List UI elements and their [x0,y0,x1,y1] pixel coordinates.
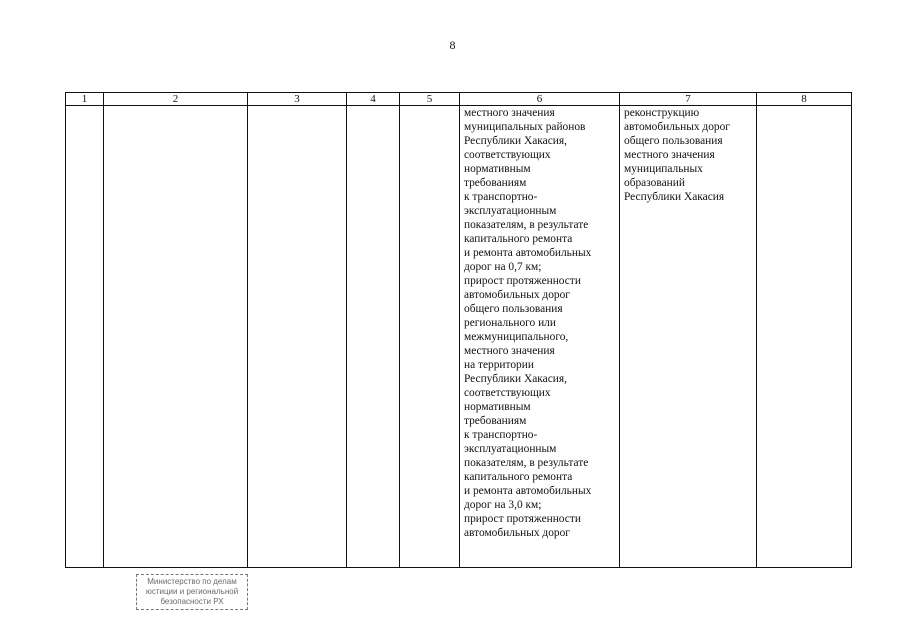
column-header-8: 8 [757,93,852,106]
cell-text-results: местного значения муниципальных районов Республики Хакасия, соответствующих нормативным требованиям к транспортно- эксплуатационным показателям, в результате капитального ремонта и ремонта автомобильных дорог на 0,7 км; прирост протяженности автомобильных дорог общего пользования регионального или межмуниципального, местного значения на территории Республики Хакасия, соответствующих нормативным требованиям к транспортно- эксплуатационным показателям, в результате капитального ремонта и ремонта автомобильных дорог на 3,0 км; прирост протяженности автомобильных дорог [464,107,592,539]
column-header-4: 4 [347,93,400,106]
table-row [66,106,852,568]
column-header-5: 5 [400,93,460,106]
column-header-3: 3 [248,93,347,106]
table-header-row [66,93,852,106]
page-number: 8 [449,38,456,52]
column-header-6: 6 [460,93,620,106]
table-cell-col2 [104,106,248,568]
registration-stamp [136,574,248,610]
stamp-line: юстиции и региональной [145,587,239,596]
stamp-line: Министерство по делам [147,577,237,586]
table-cell-col6 [460,106,620,568]
cell-text-measures: реконструкцию автомобильных дорог общего пользования местного значения муниципальных образований Республики Хакасия [624,107,730,203]
table-cell-col3 [248,106,347,568]
column-header-2: 2 [104,93,248,106]
table-cell-col1 [66,106,104,568]
document-table [65,92,852,568]
stamp-line: безопасности РХ [160,597,224,606]
table-cell-col4 [347,106,400,568]
column-header-1: 1 [66,93,104,106]
column-header-7: 7 [620,93,757,106]
table-cell-col5 [400,106,460,568]
table-cell-col7 [620,106,757,568]
table-cell-col8 [757,106,852,568]
